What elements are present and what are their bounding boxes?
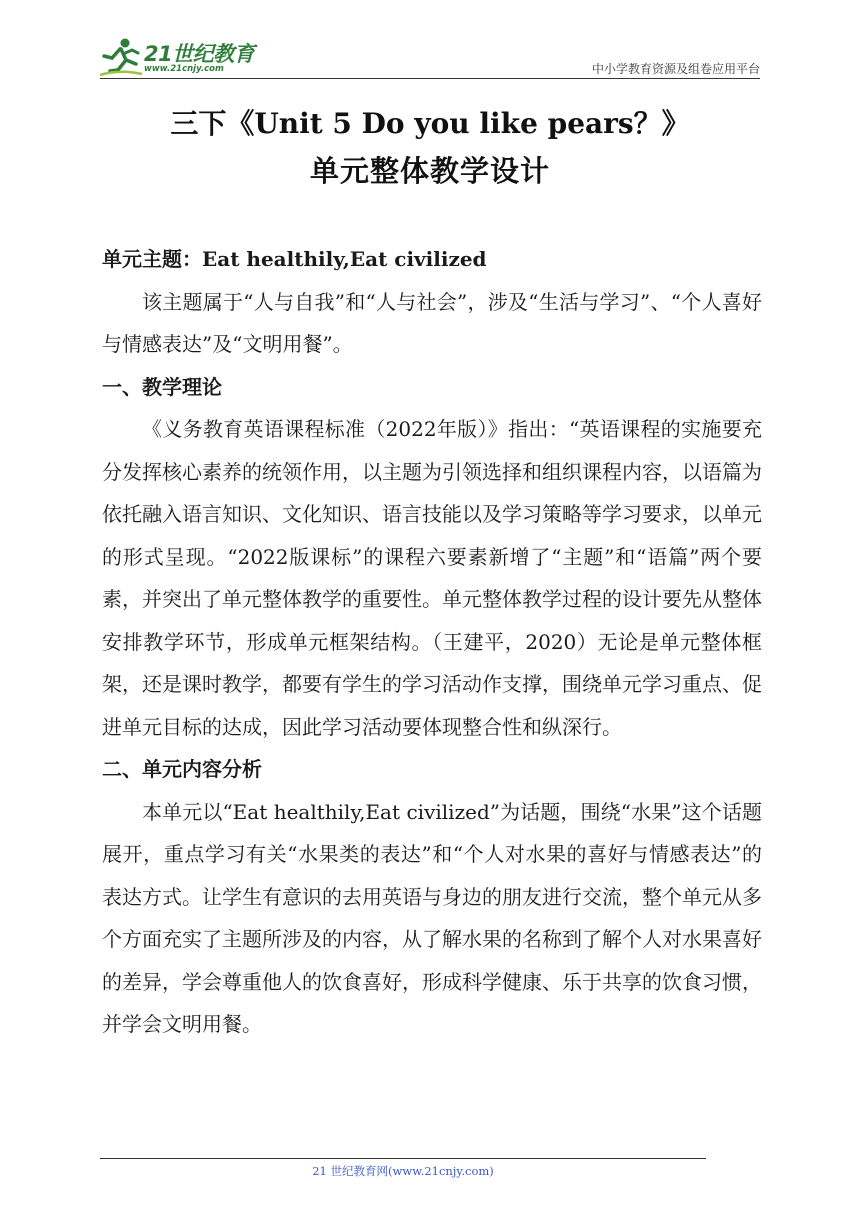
site-logo[interactable] bbox=[100, 36, 270, 78]
header-tagline: 中小学教育资源及组卷应用平台 bbox=[591, 62, 760, 76]
theme-heading: 单元主题：Eat healthily,Eat civilized bbox=[102, 247, 487, 271]
footer-link[interactable]: 21 世纪教育网(www.21cnjy.com) bbox=[312, 1164, 494, 1178]
runner-logo-icon bbox=[100, 36, 144, 78]
analysis-paragraph: 本单元以“Eat healthily,Eat civilized”为话题，围绕“水果”这个话题展开，重点学习有关“水果类的表达”和“个人对水果的喜好与情感表达”的表达方式。让学生有意识的去用英语与身边的朋友进行交流，整个单元从多个方面充实了主题所涉及的内容，从了解水果的名称到了解个人对水果喜好的差异，学会尊重他人的饮食喜好，形成科学健康、乐于共享的饮食习惯，并学会文明用餐。 bbox=[102, 799, 762, 1036]
document-body bbox=[102, 238, 762, 1046]
document-title: 三下《Unit 5 Do you like pears？》 bbox=[170, 107, 690, 140]
page-header bbox=[100, 36, 760, 80]
logo-text: 21世纪教育 bbox=[144, 42, 255, 66]
footer-divider bbox=[100, 1158, 706, 1159]
section-heading-theory: 一、教学理论 bbox=[102, 374, 222, 399]
logo-url: www.21cnjy.com bbox=[144, 64, 224, 74]
header-divider bbox=[100, 78, 760, 79]
theme-paragraph: 该主题属于“人与自我”和“人与社会”，涉及“生活与学习”、“个人喜好与情感表达”及“文明用餐”。 bbox=[102, 289, 762, 356]
document-subtitle: 单元整体教学设计 bbox=[309, 154, 550, 188]
section-heading-analysis: 二、单元内容分析 bbox=[102, 757, 262, 781]
theory-paragraph: 《义务教育英语课程标准（2022年版）》指出：“英语课程的实施要充分发挥核心素养的统领作用，以主题为引领选择和组织课程内容，以语篇为依托融入语言知识、文化知识、语言技能以及学习策略等学习要求，以单元的形式呈现。“2022版课标”的课程六要素新增了“主题”和“语篇”两个要素，并突出了单元整体教学的重要性。单元整体教学过程的设计要先从整体安排教学环节，形成单元框架结构。（王建平，2020）无论是单元整体框架，还是课时教学，都要有学生的学习活动作支撑，围绕单元学习重点、促进单元目标的达成，因此学习活动要体现整合性和纵深行。 bbox=[102, 417, 762, 739]
